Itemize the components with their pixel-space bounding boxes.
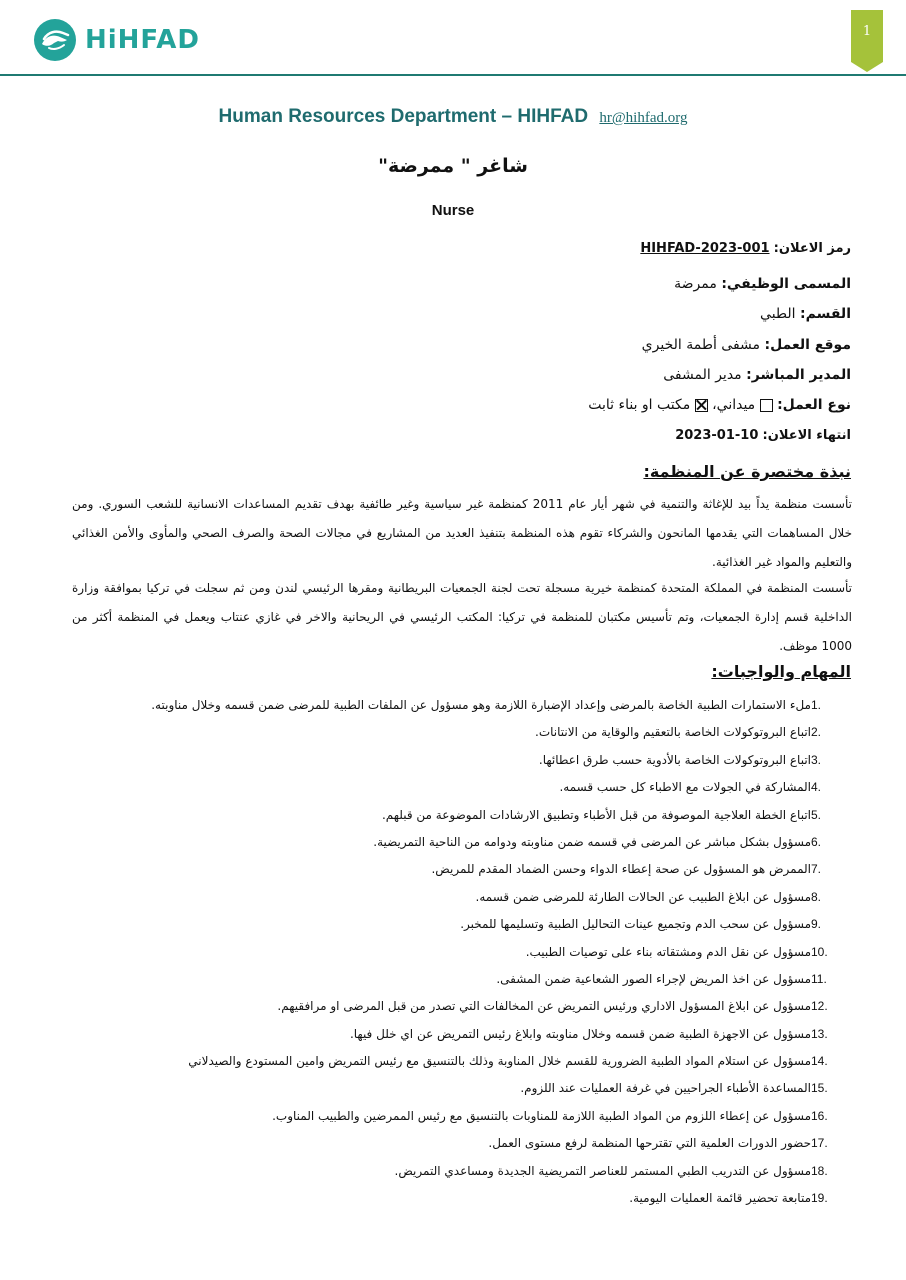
duty-number: 15. [811,1081,828,1096]
field-manager-value: مدير المشفى [663,367,742,383]
department-title: Human Resources Department – HIHFAD [218,106,589,127]
duty-item [61,747,851,774]
duty-text: مسؤول عن سحب الدم وتجميع عينات التحاليل الطبية وتسليمها للمخبر. [460,917,811,932]
duty-item [61,829,851,856]
duty-item [61,884,851,911]
duty-number: 13. [811,1026,828,1041]
duty-item [61,939,851,966]
duty-item [61,692,851,719]
duty-number: 10. [811,944,828,959]
duty-number: 3. [811,752,822,767]
field-work-type-label: نوع العمل: [777,397,851,413]
duty-item [61,1158,851,1185]
field-work-type [588,397,851,413]
logo [33,18,200,62]
field-code [640,241,851,256]
duty-number: 14. [811,1054,828,1069]
work-type-field-option: ميداني، [712,397,756,413]
field-job-title-label: المسمى الوظيفي: [721,276,851,292]
checkbox-field-unchecked-icon[interactable] [760,399,773,412]
page-number: 1 [862,24,872,39]
about-paragraph-1: تأسست منظمة يداً بيد للإغاثة والتنمية في شهر أيار عام 2011 كمنظمة غير سياسية وغير طائفية بهدف تقديم المساعدات الانسانية للشعب السوري. ومن خلال المساهمات التي يقدمها المانحون والشركاء تقوم هذه المنظمة بتنفيذ العديد من المشاريع في مجالات الصحة والصرف الصحي والمأوى والأمن الغذائي والتعليم والمواد غير الغذائية. [72,497,852,569]
duty-number: 18. [811,1163,828,1178]
duty-text: اتباع الخطة العلاجية الموصوفة من قبل الأطباء وتطبيق الارشادات الموضوعة من قبلهم. [381,807,811,822]
duty-item [61,1075,851,1102]
duty-number: 17. [811,1136,828,1151]
duty-number: 16. [811,1108,828,1123]
duty-text: اتباع البروتوكولات الخاصة بالأدوية حسب طرق اعطائها. [538,752,811,767]
field-location-label: موقع العمل: [764,337,851,353]
duty-item [61,1185,851,1212]
duty-number: 11. [811,971,827,986]
field-department [760,306,851,322]
duty-text: مسؤول عن استلام المواد الطبية الضرورية للقسم خلال المناوبة وذلك بالتنسيق مع رئيس التمريض وامين المستودع والصيدلاني [188,1054,811,1069]
duty-text: مسؤول عن إعطاء اللزوم من المواد الطبية اللازمة للمناوبات بالتنسيق مع رئيس الممرضين والطبيب المناوب. [272,1108,811,1123]
duty-item [61,802,851,829]
duty-number: 19. [811,1191,828,1206]
duty-text: ملء الاستمارات الطبية الخاصة بالمرضى وإعداد الإضبارة اللازمة وهو مسؤول عن الملفات الطبية للمرضى ضمن قسمه وخلال مناوبته. [151,698,811,712]
duty-text: مسؤول عن الاجهزة الطبية ضمن قسمه وخلال مناوبته وابلاغ رئيس التمريض عن اي خلل فيها. [349,1026,811,1041]
duty-item [61,911,851,938]
logo-text: HiHFAD [85,25,200,55]
duty-text: مسؤول بشكل مباشر عن المرضى في قسمه ضمن مناوبته ودوامه من الناحية التمريضية. [373,834,811,849]
duty-text: المشاركة في الجولات مع الاطباء كل حسب قسمه. [559,780,811,795]
duties-list [61,692,851,1212]
duty-item [61,966,851,993]
department-line [0,106,906,128]
field-manager [663,367,851,383]
field-location-value: مشفى أطمة الخيري [641,337,761,353]
duty-item [61,1130,851,1157]
duty-text: المساعدة الأطباء الجراحيين في غرفة العمليات عند اللزوم. [520,1081,811,1096]
field-expiry [675,428,851,443]
about-heading: نبذة مختصرة عن المنظمة: [643,462,851,481]
field-department-value: الطبي [760,306,796,322]
duty-text: الممرض هو المسؤول عن صحة إعطاء الدواء وحسن الضماد المقدم للمريض. [431,862,811,877]
duty-text: متابعة تحضير قائمة العمليات اليومية. [629,1191,811,1206]
duty-text: اتباع البروتوكولات الخاصة بالتعقيم والوقاية من الانتانات. [535,725,811,740]
header-rule [0,74,906,76]
duty-number: 5. [811,807,822,822]
duties-heading: المهام والواجبات: [711,662,851,681]
duty-item [61,1048,851,1075]
vacancy-title-en: Nurse [431,202,475,219]
duty-number: 1. [811,698,822,712]
duty-text: مسؤول عن اخذ المريض لإجراء الصور الشعاعية ضمن المشفى. [496,971,811,986]
duty-item [61,1103,851,1130]
duty-text: مسؤول عن ابلاغ المسؤول الاداري ورئيس التمريض عن المخالفات التي تصدر من قبل المرضى او مرافقيهم. [277,999,811,1014]
duty-number: 2. [811,725,822,740]
about-paragraph-2: تأسست المنظمة في المملكة المتحدة كمنظمة خيرية مسجلة تحت لجنة الجمعيات البريطانية ومقرها الرئيسي لندن ومن ثم سجلت في تركيا بموافقة وزارة الداخلية قسم إدارة الجمعيات، وتم تأسيس مكتبان للمنظمة في تركيا: المكتب الرئيسي في الريحانية والاخر في غازي عنتاب ويعمل في المنظمة أكثر من 1000 موظف. [72,581,852,653]
duty-number: 4. [811,780,822,795]
duty-item [61,856,851,883]
duty-number: 9. [811,917,822,932]
duty-item [61,993,851,1020]
duty-text: مسؤول عن التدريب الطبي المستمر للعناصر التمريضية الجديدة ومساعدي التمريض. [394,1163,811,1178]
hr-email-link[interactable]: hr@hihfad.org [599,110,688,126]
hands-logo-icon [33,18,77,62]
work-type-office-option: مكتب او بناء ثابت [588,397,691,413]
field-expiry-label: انتهاء الاعلان: [762,428,851,443]
field-expiry-value: 10-01-2023 [675,428,759,443]
duty-item [61,774,851,801]
field-location [642,337,851,353]
vacancy-title-ar: شاغر " ممرضة" [378,155,528,177]
duty-number: 8. [811,889,822,904]
page-header [0,0,906,76]
field-code-value: HIHFAD-2023-001 [640,241,770,256]
duty-item [61,1021,851,1048]
field-job-title [674,276,851,292]
duty-number: 6. [811,834,822,849]
duty-text: مسؤول عن نقل الدم ومشتقاته بناء على توصيات الطبيب. [525,944,811,959]
page-badge [851,10,883,72]
checkbox-office-checked-icon[interactable] [695,399,708,412]
field-department-label: القسم: [800,306,851,322]
duty-number: 7. [811,862,822,877]
duty-item [61,719,851,746]
field-job-title-value: ممرضة [674,276,717,292]
field-code-label: رمز الاعلان: [773,241,851,256]
duty-number: 12. [811,999,828,1014]
field-manager-label: المدير المباشر: [746,367,851,383]
duty-text: مسؤول عن ابلاغ الطبيب عن الحالات الطارئة للمرضى ضمن قسمه. [475,889,811,904]
duty-text: حضور الدورات العلمية التي تقترحها المنظمة لرفع مستوى العمل. [488,1136,811,1151]
